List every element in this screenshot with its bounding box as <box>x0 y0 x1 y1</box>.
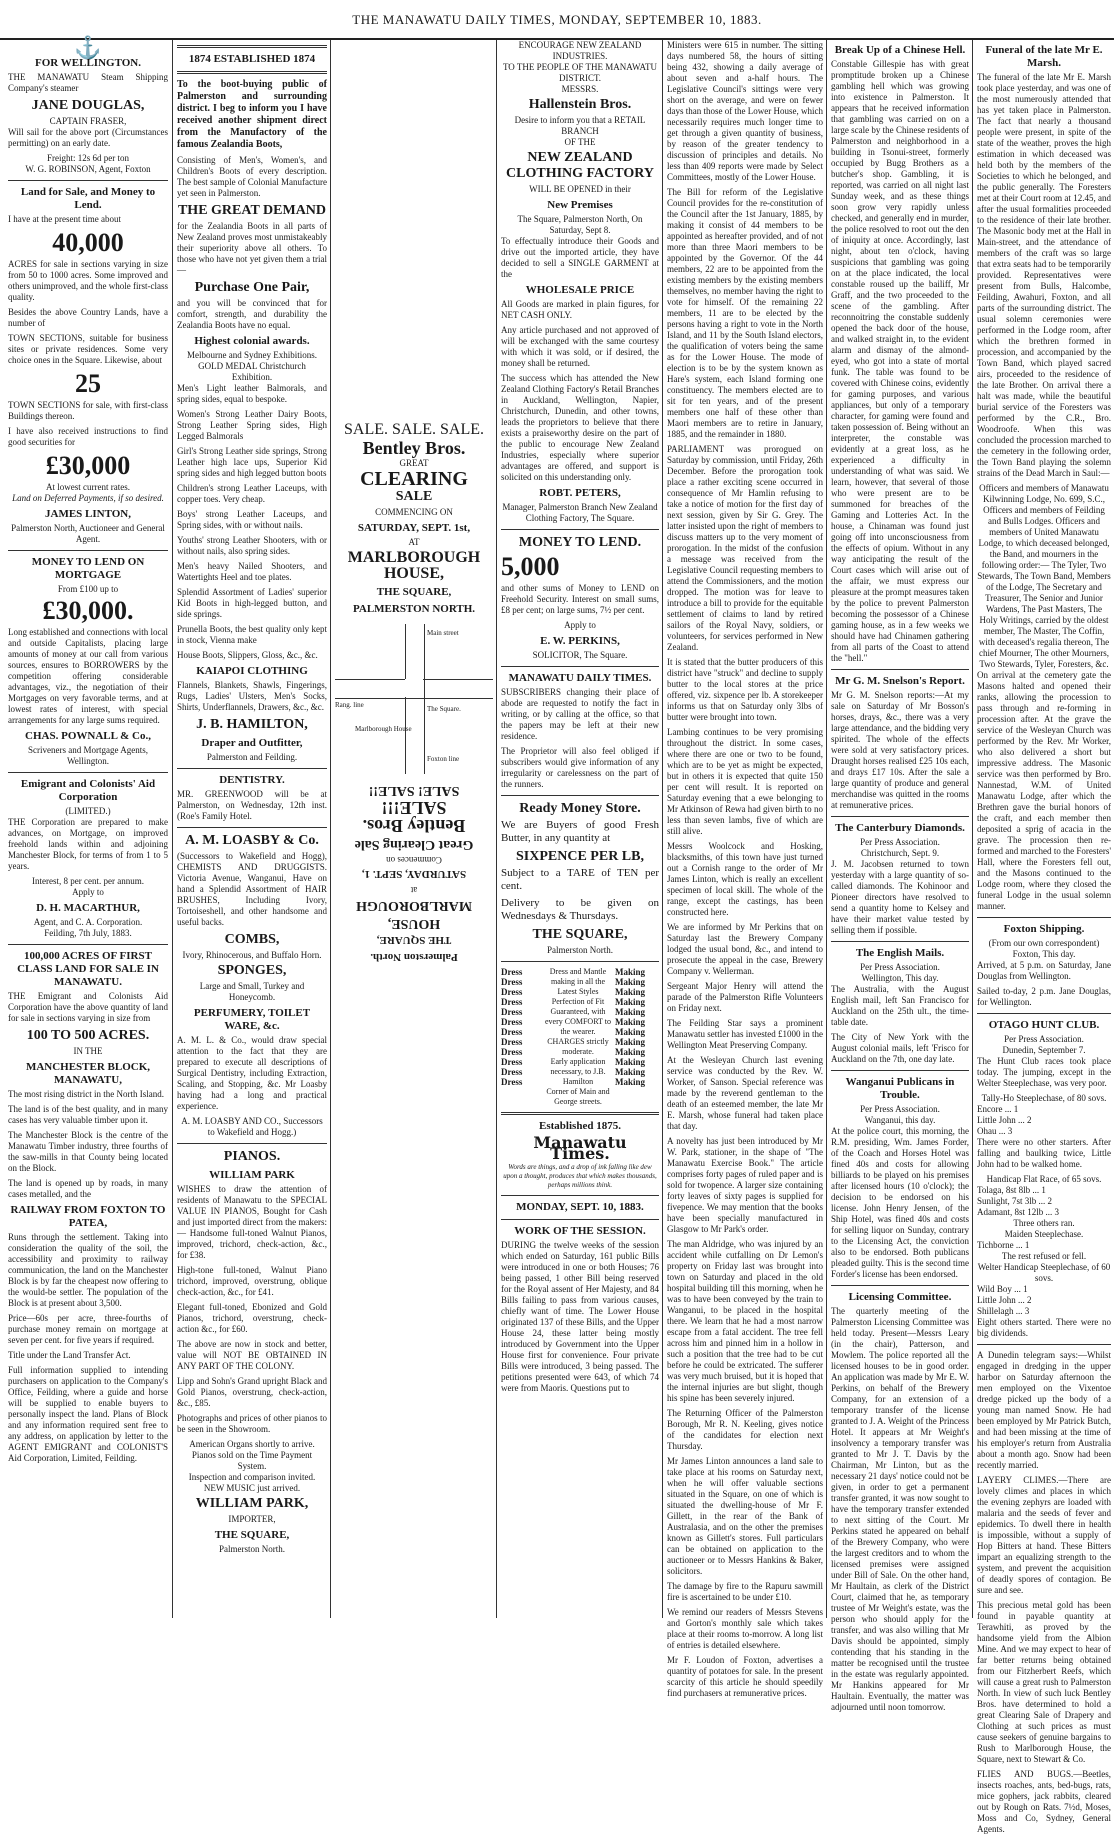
diamonds-heading: The Canterbury Diamonds. <box>835 822 965 834</box>
prunella: Prunella Boots, the best quality only kept in stock, Vienna make <box>177 624 327 645</box>
race-result: Ohau ... 3 <box>977 1126 1013 1136</box>
loasby-sub: (Successors to Wakefield and Hogg), CHEMISTS AND DRUGGISTS. Victoria Avenue, Wanganui, Have on hand a Splendid Assortment of HAIR BRUSHES, Including Ivory, Tortoiseshell, and other handsome and useful backs. <box>177 851 327 927</box>
ship-freight: Freight: 12s 6d per ton <box>47 153 129 163</box>
railway-text: Runs through the settlement. Taking into consideration the quality of the soil, the accessibility and proximity to railway communication, the land on the Manchester Block is by far the cheapest now offering to the would-be settler. The population of the Block is at present about 3,500. <box>8 1232 168 1308</box>
refused: The rest refused or fell. <box>1001 1251 1087 1261</box>
railway-head: RAILWAY FROM FOXTON TO PATEA, <box>10 1204 166 1229</box>
snelson-heading: Mr G. M. Snelson's Report. <box>835 675 965 687</box>
dentistry: DENTISTRY. <box>219 774 285 786</box>
lipp: Lipp and Sohn's Grand upright Black and Gold Pianos, overstrung, check-action, &c., £85. <box>177 1376 327 1408</box>
three-ran: Three others ran. <box>1013 1218 1075 1228</box>
dunedin-telegram: A Dunedin telegram says:—Whilst engaged in dredging in the upper harbor on Saturday afternoon the men employed on the Vixentoe dredge picked up the body of a young man named Snow. He had been employed by Mr Patrick Butch, and had been missing at the time of his employer's return from Australia about a month ago. Snow had been recently married. <box>977 1350 1111 1470</box>
feilding-date: Feilding, 7th July, 1883. <box>44 928 132 938</box>
consisting: Consisting of Men's, Women's, and Children's Boots of every description. The best sample of Colonial Manufacture yet seen in Palmerston. <box>177 155 327 198</box>
music: NEW MUSIC just arrived. <box>203 1483 301 1493</box>
emigrant-limited: (LIMITED.) <box>65 806 111 816</box>
emigrant-2: THE Emigrant and Colonists Aid Corporation have the above quantity of land for sale in sections varying in size from <box>8 991 168 1023</box>
making-word: Making <box>615 987 646 997</box>
money-heading: MONEY TO LEND. <box>518 535 642 550</box>
peters: ROBT. PETERS, <box>539 487 621 499</box>
race-result: Little John ... 2 <box>977 1115 1032 1125</box>
combs: COMBS, <box>224 932 280 947</box>
manchester-block: The Manchester Block is the centre of the Manawatu Timber industry, three fourths of the saw-mills in that County being located on the Block. <box>8 1130 168 1173</box>
diamonds-text: J. M. Jacobsen returned to town yesterday with a large quantity of so-called diamonds. The Kohinoor and Pioneer directors have resolved to send a quantity home to Kelsey and have their market value tested by selling them if possible. <box>831 859 969 935</box>
ready-money: Ready Money Store. <box>519 801 641 816</box>
clearing: CLEARING <box>360 468 468 490</box>
town-sections: TOWN SECTIONS, suitable for business sites or private residences. Some very choice ones in the Square. Likewise, about <box>8 333 168 365</box>
payment: Pianos sold on the Time Payment System. <box>191 1450 313 1471</box>
foxton-heading: Foxton Shipping. <box>1003 923 1085 935</box>
making-word: Making <box>615 1067 646 1077</box>
youths: Youths' strong Leather Shooters, with or without nails, also spring sides. <box>177 535 327 556</box>
mails-text-2: The City of New York with the August colonial mails, left 'Frisco for Auckland on the 7th, one day late. <box>831 1032 969 1064</box>
hamilton-place: Palmerston and Feilding. <box>206 752 298 762</box>
making-word: Making <box>615 1057 646 1067</box>
col5-p12: The man Aldridge, who was injured by an accident while cutfalling on Dr Lemon's property on Friday last was brought into town on Saturday and placed in the old hospital building till this morning, when he was to have been conveyed by the train to Wanganui, to be placed in the hospital there. We learn that he had a most narrow escape from a fatal accident. The tree fell across him and pinned him in a hollow in such a position that the tree had to be cut before he could be extricated. The sufferer was very much bruised, but it is hoped that the internal injuries are but slight, though his spine has been severely injured. <box>667 1239 823 1403</box>
sixpence: SIXPENCE PER LB, <box>516 849 644 864</box>
mails-heading: The English Mails. <box>855 947 945 959</box>
times-heading: MANAWATU DAILY TIMES. <box>508 672 652 684</box>
map-main-label: Main street <box>427 629 459 637</box>
dress-right <box>615 967 659 1107</box>
race-result: Shillelagh ... 3 <box>977 1306 1030 1316</box>
rot-square: THE SQUARE, <box>376 934 452 946</box>
col5-p2: The Bill for reform of the Legislative Council provides for the re-constitution of the Council after the 1st January, 1885, by making it consist of 44 members to be appointed as hereafter provided, and of not more than three Maori members to be appointed by the Governor. Of the 44 members, 22 are to be appointed from the existing members by the existing members themselves, no member having the right to vote for himself. Of the remaining 22 members, 11 are to be elected by the persons having a right to vote in the North Island, and 11 by the South Island electors, the qualification of voters being the same as for the Lower House. The mode of election is to be by the system known as Hare's system, each Island forming one constituency. The members elected are to sit for ten years, and of the present members one half of these other than Maori members are to retire in January, 1885, and the remainder in 1880. <box>667 187 823 439</box>
commencing: COMMENCING ON <box>375 507 453 517</box>
awards: Highest colonial awards. <box>194 335 310 347</box>
edition-date: MONDAY, SEPT. 10, 1883. <box>516 1201 644 1213</box>
linton-sub: Palmerston North, Auctioneer and General Agent. <box>11 523 165 544</box>
race-result: Wild Boy ... 1 <box>977 1284 1028 1294</box>
dress-mid-3: CHARGES strictly moderate. <box>547 1037 609 1056</box>
peters-sub: Manager, Palmerston Branch New Zealand Clothing Factory, The Square. <box>502 502 658 523</box>
making-word: Making <box>615 1017 646 1027</box>
session-heading: WORK OF THE SESSION. <box>514 1225 646 1237</box>
publicans-heading: Wanganui Publicans in Trouble. <box>845 1076 955 1101</box>
otago-text: The Hunt Club races took place today. The jumping, except in the Welter Steeplechase, was very poor. <box>977 1056 1111 1088</box>
premises-place: The Square, Palmerston North, On Saturday, Sept 8. <box>517 214 643 235</box>
dress-word: Dress <box>501 1017 523 1027</box>
col5-p10: At the Wesleyan Church last evening service was conducted by the Rev. W. Worker, of Sanson. Special reference was made by the reverend gentleman to the death of an esteemed member, the late Mr E. Marsh, whose funeral had taken place that day. <box>667 1055 823 1131</box>
land-intro: I have at the present time about <box>8 214 121 224</box>
sale-heading: SALE. SALE. SALE. <box>344 421 484 438</box>
gold-metal: This precious metal gold has been found in payable quantity at Terawhiti, as proved by the handsome yield from the Albion Mine. And we may expect to hear of far better returns being obtained from our Fitzherbert Reefs, which will cause a great rush to Palmerston North. In view of such luck Bentley Bros. have determined to hold a great Clearing Sale of Drapery and Clothing at such prices as must cause seekers of genuine bargains to Rush to Marlborough House, the Square, next to Stewart & Co. <box>977 1600 1111 1764</box>
perfumery: PERFUMERY, TOILET WARE, &c. <box>193 1007 311 1032</box>
funeral-text: The funeral of the late Mr E. Marsh took place yesterday, and was one of the most numerously attended that has yet taken place in Palmerston. The fact that nearly a thousand people were present, in spite of the state of the weather, proves the high estimation in which deceased was held both by the members of the Societies to which he belonged, and the public generally. The Foresters met at their Court room at 12.45, and after the usual formalities proceeded to the residence of their late brother. The Masonic body met at the Hall in Main-street, and the attendance of members of the craft was so large that extra seats had to be temporarily provided. Representatives were present from Bulls, Halcombe, Feilding, Awahuri, Foxton, and all parts of the surrounding district. The usual solemn ceremonies were performed in the Lodge room, after which the brethren formed in procession, and accompanied by the Town Band, which played sacred airs, proceeded to the residence of the late Brother. On arrival there a halt was made, while the beautiful burial service of the Foresters was performed by the C.R., Bro. Woodroofe. When this was concluded the procession marched to the cemetery in the following order, the Town Band playing the solemn strains of the Dead March in Saul:— <box>977 72 1111 478</box>
column-2 <box>172 40 331 1618</box>
dress-word: Dress <box>501 1037 523 1047</box>
town-25: TOWN SECTIONS for sale, with first-class Buildings thereon. <box>8 400 168 421</box>
manchester: MANCHESTER BLOCK, MANAWATU, <box>25 1061 151 1086</box>
column-4 <box>496 40 663 1618</box>
marlborough: MARLBOROUGH HOUSE, <box>347 549 481 582</box>
people: TO THE PEOPLE OF THE MANAWATU DISTRICT. <box>502 62 658 83</box>
dress-word: Dress <box>501 987 523 997</box>
railway: The land is opened up by roads, in many cases metalled, and the <box>8 1178 168 1199</box>
land-besides: Besides the above Country Lands, have a number of <box>8 307 168 328</box>
rot-at: at <box>410 885 418 895</box>
making-word: Making <box>615 977 646 987</box>
masthead-title: THE MANAWATU DAILY TIMES, MONDAY, SEPTEMBER 10, 1883. <box>352 12 762 27</box>
desire: Desire to inform you that a RETAIL BRANCH <box>514 115 646 136</box>
motto: Words are things, and a drop of ink falling like dew upon a thought, produces that which makes thousands, perhaps millions think. <box>503 1163 657 1189</box>
in-the: IN THE <box>73 1046 103 1056</box>
tare: Subject to a TARE of TEN per cent. <box>501 867 659 892</box>
combs-text: Ivory, Rhinocerous, and Buffalo Horn. <box>182 950 322 960</box>
hamilton-sub: Draper and Outfitter, <box>201 737 303 749</box>
otago-pa: Per Press Association. <box>1004 1034 1084 1044</box>
dress-word: Dress <box>501 967 523 977</box>
inspection: Inspection and comparison invited. <box>188 1472 316 1482</box>
column-6 <box>826 40 973 1712</box>
rot-commences: Commences on <box>386 855 442 865</box>
col5-p13: The Returning Officer of the Palmerston Borough, Mr R. N. Keeling, gives notice of the candidates for election next Thursday. <box>667 1408 823 1451</box>
acres-range: 100 TO 500 ACRES. <box>26 1028 150 1043</box>
foxton-text-2: Sailed to-day, 2 p.m. Jane Douglas, for Wellington. <box>977 986 1111 1007</box>
newspaper-page <box>4 35 1111 1834</box>
childrens: Children's strong Leather Laceups, with copper toes. Very cheap. <box>177 483 327 504</box>
fox-date: Foxton, This day. <box>1012 949 1076 959</box>
session-text: DURING the twelve weeks of the session which ended on Saturday, 161 public Bills were introduced in one or both Houses; 76 being passed, 1 other Bill being reserved for the Royal assent of Her Majesty, and 84 Bills failing to pass from various causes, chiefly want of time. The Lower House originated 137 of these Bills, and the Upper House 24, these latter being mostly introduced by Government into the Upper House first for convenience. Four private Bills were introduced, 3 being passed. The petitions presented were 643, of which 74 were from Maoris. Questions put to <box>501 1240 659 1393</box>
of-the: OF THE <box>564 137 596 147</box>
rot-bentley: Bentley Bros. <box>362 816 466 836</box>
dress-word: Dress <box>501 1067 523 1077</box>
mens: Men's Light leather Balmorals, and spring sides, equal to bespoke. <box>177 383 327 404</box>
wel-date: Wellington, This day. <box>861 973 939 983</box>
interest: Interest, 8 per cent. per annum. <box>32 876 144 886</box>
importer: IMPORTER, <box>228 1514 276 1524</box>
palmerston: PALMERSTON NORTH. <box>352 603 476 615</box>
goods: All Goods are marked in plain figures, for NET CASH ONLY. <box>501 299 659 320</box>
wan-date: Wanganui, this day. <box>864 1115 936 1125</box>
col5-p3: PARLIAMENT was prorogued on Saturday by commission, until Friday, 26th December. Before the prorogation took place a rather exciting scene occurred in consequence of Mr Hamlin refusing to take a notice of motion for the first day of next session, given by Sir G. Grey. The latter insisted upon the right of members to discuss matters up to the very moment of prorogation. In the midst of the confusion a message was received from the Legislative Council requesting members to attend the Commissioners, and the motion dropped. The motion was for leave to introduce a bill to provide for the equitable settlement of claims to land by retired sailors of the Royal Navy, soldiers, or volunteers, for services performed in New Zealand. <box>667 444 823 652</box>
money-amount: 5,000 <box>501 552 560 581</box>
making-word: Making <box>615 1037 646 1047</box>
otago-heading: OTAGO HUNT CLUB. <box>988 1019 1100 1031</box>
pa-3: Per Press Association. <box>860 1104 940 1114</box>
great: GREAT <box>399 458 429 468</box>
race-result: Tichborne ... 1 <box>977 1240 1030 1250</box>
tally: Tally-Ho Steeplechase, of 80 sovs. <box>981 1093 1107 1103</box>
mails-text-1: The Australia, with the August English mail, left San Francisco for Auckland on the 25th ult., the time-table date. <box>831 984 969 1027</box>
macarthur-name: D. H. MACARTHUR, <box>36 902 140 914</box>
subscribers: SUBSCRIBERS changing their place of abode are requested to notify the fact in writing, or by calling at the office, so that the papers may be left at their new residence. <box>501 687 659 741</box>
col5-p5: Lambing continues to be very promising throughout the district. In some cases, where there are one or two to be found, which are to be yet as might be expected, but in others it is expected that quite 150 per cent will result. It is reported on Saturday evening that a ewe belonging to Mr Atkinson of Rewa had given birth to no less than seven lambs, five of which are still alive. <box>667 727 823 836</box>
bentley: Bentley Bros. <box>362 438 466 458</box>
making-word: Making <box>615 967 646 977</box>
land-heading: Land for Sale, and Money to Lend. <box>20 186 156 211</box>
manchester-text: The most rising district in the North Island. <box>8 1089 164 1099</box>
park-text: WISHES to draw the attention of residents of Manawatu to the SPECIAL VALUE IN PIANOS, Bought for Cash and just imported direct from the makers: — Handsome full-toned Walnut Pianos, improved, trichord, check-action, &c., for £38. <box>177 1184 327 1260</box>
ship-name: JANE DOUGLAS, <box>31 98 145 113</box>
highsome: High-tone full-toned, Walnut Piano trichord, improved, overstrung, oblique check-action, &c., for £41. <box>177 1265 327 1297</box>
dun-date: Dunedin, September 7. <box>1002 1045 1086 1055</box>
premises: New Premises <box>547 199 613 211</box>
col5-p16: We remind our readers of Messrs Stevens and Gorton's monthly sale which takes place at their rooms to-morrow. A long list of entries is detailed elsewhere. <box>667 1607 823 1650</box>
col5-p15: The damage by fire to the Rapuru sawmill fire is ascertained to be under £10. <box>667 1581 823 1602</box>
girls: Girl's Strong Leather side springs, Strong Leather high lace ups, Superior Kid spring sides and high legged button boots <box>177 446 327 478</box>
apply: Apply to <box>72 887 104 897</box>
splendid: Splendid Assortment of Ladies' superior Kid Boots in high-legged button, and side springs. <box>177 587 327 619</box>
chinese-hell-heading: Break Up of a Chinese Hell. <box>834 44 966 56</box>
perkins-sub: SOLICITOR, The Square. <box>532 650 628 660</box>
dress-word: Dress <box>501 1077 523 1087</box>
demand-text: for the Zealandia Boots in all parts of New Zealand proves most unmistakeably their superiority above all others. To those who have not yet given them a trial— <box>177 221 327 275</box>
mortgage-heading: MONEY TO LEND ON MORTGAGE <box>31 556 145 581</box>
emigrant-heading: Emigrant and Colonists' Aid Corporation <box>20 778 156 803</box>
dress-left <box>501 967 541 1107</box>
rot-sale-2: SALE! SALE!! <box>368 783 460 798</box>
pownall-sub: Scriveners and Mortgage Agents, Wellington. <box>28 745 148 766</box>
stock: The above are now in stock and better, value will NOT BE OBTAINED IN ANY PART OF THE COLONY. <box>177 1339 327 1371</box>
map-marl-label: Marlborough House <box>355 725 412 733</box>
ship-agent: W. G. ROBINSON, Agent, Foxton <box>25 164 151 174</box>
handicap: Handicap Flat Race, of 65 sovs. <box>986 1174 1102 1184</box>
price-text: Price—60s per acre, three-fourths of purchase money remain on mortgage at seven per cent. for five years if required. <box>8 1313 168 1345</box>
rot-marl: MARLBOROUGH <box>356 898 472 913</box>
acres-heading: 100,000 ACRES OF FIRST CLASS LAND FOR SALE IN MANAWATU. <box>17 950 159 988</box>
land-acres: 40,000 <box>52 228 124 257</box>
column-3 <box>330 40 497 1618</box>
col5-p9: The Feilding Star says a prominent Manawatu settler has invested £1000 in the Wellington Meat Preserving Company. <box>667 1018 823 1050</box>
dress-word: Dress <box>501 1057 523 1067</box>
manawatu-times-masthead: Manawatu Times. <box>533 1133 627 1163</box>
mortgage-text: Long established and connections with local and outside Capitalists, placing large amounts of money at our call from various sources, ensures to BORROWERS by the competition offering considerable advantages, viz., the negotiation of their Mortgages on very favorable terms, and at lowest rates of interest, with special arrangements for any large sums required. <box>8 627 168 725</box>
map-square-label: The Square. <box>427 705 461 713</box>
lovely-climes: LAYERY CLIMES.—There are lovely climes and places in which the evening zephyrs are loaded with malaria and the seeds of fever and epidemics. To dwell there in health is impossible, without a supply of Hop Bitters at hand. These Bitters impart an equalizing strength to the system, and prevent the acquisition of deadly spores of contagion. Be sure and see. <box>977 1475 1111 1595</box>
col5-p14: Mr James Linton announces a land sale to take place at his rooms on Saturday next, when he will offer valuable sections situated in the Square, on one of which is situated the dwelling-house of Mr F. Gillett, in the rear of the Bank of Australasia, and on the other the premises known as Gillett's stores. Full particulars can be obtained on application to the auctioneer or to Messrs Hankins & Baker, solicitors. <box>667 1456 823 1576</box>
money-apply: Apply to <box>564 620 596 630</box>
column-1 <box>4 35 172 1618</box>
race-result: Little John ... 2 <box>977 1295 1032 1305</box>
opened: WILL BE OPENED in their <box>529 184 631 194</box>
trust-text: I have also received instructions to find good securities for <box>8 426 168 447</box>
park-big: WILLIAM PARK, <box>195 1496 309 1511</box>
rot-sale: SALE!!! <box>381 798 447 818</box>
full-info: Full information supplied to intending purchasers on application to the Company's Office, Feilding, where a guide and horse will be supplied to enable buyers to personally inspect the land. Plans of Block and any information required sent free to any address, on application by letter to the AGENT EMIGRANT and COLONIST'S Aid Corporation, Limited, Feilding. <box>8 1365 168 1463</box>
at: AT <box>408 537 420 547</box>
num-25: 25 <box>75 369 101 398</box>
pa-1: Per Press Association. <box>860 837 940 847</box>
snelson-text: Mr G. M. Snelson reports:—At my sale on Saturday of Mr Bosson's horses, drays, &c., there was a very large attendance, and the bidding very spirited. The whole of the effects were sold at very satisfactory prices. Draught horses realised £25 10s each, and drays £17 10s. After the sale a large quantity of produce and general merchandise was quitted in the rooms at remunerative prices. <box>831 690 969 810</box>
map-rang-label: Rang. line <box>335 701 364 709</box>
ch-date: Christchurch, Sept. 9. <box>860 848 940 858</box>
kaiapoi: KAIAPOI CLOTHING <box>196 665 308 677</box>
house-boots: House Boots, Slippers, Gloss, &c., &c. <box>177 650 318 660</box>
dress-mid-2: Perfection of Fit Guaranteed, with every COMFORT to the wearer. <box>544 997 612 1036</box>
col5-p4: It is stated that the butter producers of this district have "struck" and decline to supply butter to the local stores at the price offered, viz. sixpence per lb. A storekeeper informs us that on Saturday only 3lbs of butter were brought into town. <box>667 657 823 722</box>
hallenstein: Hallenstein Bros. <box>528 97 632 112</box>
ship-heading: FOR WELLINGTON. <box>35 57 141 69</box>
publicans-text: At the police court, this morning, the R.M. presiding, Wm. James Forder, of the Coach and Horses Hotel was fined 40s and costs for allowing billiards to be played on his premises after licensed hours (10 o'clock); the decision to be endorsed on his license. John Henry Jensen, of the Ship Hotel, was fined 40s and costs for selling liquor on Sunday, contrary to the Licensing Act, the conviction also to be endorsed. Both publicans pleaded guilty. This is the second time Forder's license has been endorsed. <box>831 1126 969 1279</box>
perkins: E. W. PERKINS, <box>540 635 620 647</box>
ship-sail: Will sail for the above port (Circumstances permitting) on an early date. <box>8 127 168 148</box>
welter: Welter Handicap Steeplechase, of 60 sovs. <box>977 1262 1111 1283</box>
funeral-order: Officers and members of Manawatu Kilwinning Lodge, No. 699, S.C., Officers and members of Feilding and Bulls Lodges. Officers and members of United Manawatu Lodge, to which deceased belonged, the Band, and mourners in the following order:— The Tyler, Two Stewards, The Town Band, Members of the Lodge, The Secretary and Treasurer, The Senior and Junior Wardens, The Past Masters, The Holy Writings, carried by the oldest member, The Master, The Coffin, with deceased's regalia thereon, The chief Mourner, The other Mourners, Two Stewards, Tyler, Foresters, &c. <box>977 483 1111 669</box>
macarthur-sub: Agent, and C. A. Corporation. <box>33 917 143 927</box>
boys: Boys' strong Leather Laceups, and Spring sides, with or without nails. <box>177 509 327 530</box>
effect: To effectually introduce their Goods and drive out the imported article, they have decided to sell a SINGLE GARMENT at the <box>501 236 659 279</box>
dress-word: Dress <box>501 997 523 1007</box>
photos: Photographs and prices of other pianos to be seen in the Showroom. <box>177 1413 327 1434</box>
land-acres-text: ACRES for sale in sections varying in size from 50 to 1000 acres. Some improved and others unimproved, and the whole first-class quality. <box>8 259 168 302</box>
wholesale: WHOLESALE PRICE <box>525 284 635 296</box>
sponges: SPONGES, <box>217 963 287 978</box>
kaiapoi-text: Flannels, Blankets, Shawls, Fingerings, Rugs, Ladies' Ulsters, Men's Socks, Shirts, Underflannels, Drawers, &c., &c. <box>177 680 327 712</box>
dress-mid-5: Corner of Main and George streets. <box>546 1087 610 1106</box>
ship-text: THE MANAWATU Steam Shipping Company's steamer <box>8 72 168 93</box>
mortgage-from: From £100 up to <box>57 584 119 594</box>
proprietor: The Proprietor will also feel obliged if subscribers would give information of any irregularity or carelessness on the part of the runners. <box>501 746 659 789</box>
steamship-icon: ⚓ <box>74 35 102 60</box>
success: The success which has attended the New Zealand Clothing Factory's Retail Branches in Auckland, Wellington, Napier, Christchurch, Dunedin, and other towns, leads the proprietors to believe that there exists a praiseworthy desire on the part of the public to encourage New Zealand Industries, especially where superior advantages are offered, and support is solicited on this understanding only. <box>501 373 659 482</box>
making-word: Making <box>615 1027 646 1037</box>
encourage: ENCOURAGE NEW ZEALAND INDUSTRIES. <box>518 40 642 61</box>
elegant: Elegant full-toned, Ebonized and Gold Pianos, trichord, overstrung, check-action &c., for £60. <box>177 1302 327 1334</box>
dress-word: Dress <box>501 1007 523 1017</box>
page-masthead <box>0 0 1114 40</box>
pianos: PIANOS. <box>223 1149 281 1164</box>
emigrant-text: THE Corporation are prepared to make advances, on Mortgage, on improved freehold lands within and adjoining Manchester Block, for terms of from 1 to 5 years. <box>8 817 168 871</box>
licensing-text: The quarterly meeting of the Palmerston Licensing Committee was held today. Present—Messrs Leary (in the chair), Patterson, and Mowlem. The police reported all the licensed houses to be in good order. An application was made by Mr E. W. Perkins, on behalf of the Brewery Company, for an extension of a temporary transfer of the license granted to J. A. Weight of the Princess Hotel. It appears at Mr Weight's insolvency a temporary transfer was granted to Mr J. T. Davis by the Chairman, Mr Linton, but as the necessary 21 days' notice could not be given, in order to get a permanent transfer granted, it was now sought to have the temporary transfer extended to next sitting of the Court. Mr Perkins stated he appeared on behalf of the Brewery Company, who were the largest creditors and to whom the licensed premises were assigned under Bill of Sale. On the other hand, Mr Haultain, as clerk of the District Court, claimed that he, as temporary trustee of Mr Weight's estate, was the person who should apply for the transfer, and was also willing that Mr Davis should be appointed, simply contending that his standing in the matter be recognised until the trustee in the estate was regularly appointed. Mr Hankins appeared for Mr Haultain. Eventually, the matter was adjourned until noon tomorrow. <box>831 1306 969 1712</box>
nzcf: NEW ZEALAND CLOTHING FACTORY <box>506 150 654 181</box>
rot-clearing: Great Clearing Sale <box>354 837 474 852</box>
organs: American Organs shortly to arrive. <box>189 1439 315 1449</box>
dress-making-advert <box>501 967 659 1107</box>
purchase: Purchase One Pair, <box>194 280 310 295</box>
rot-house: HOUSE, <box>387 916 441 931</box>
rot-date: SATURDAY, SEPT. 1, <box>361 868 467 880</box>
greenwood: MR. GREENWOOD will be at Palmerston, on Wednesday, 12th inst. (Roe's Family Hotel. <box>177 789 327 821</box>
deferred: Land on Deferred Payments, if so desired. <box>12 493 164 503</box>
column-5 <box>662 40 827 1698</box>
est-1874: 1874 ESTABLISHED 1874 <box>188 53 316 65</box>
corr: (From our own correspondent) <box>988 938 1100 948</box>
loasby-sig: A. M. LOASBY AND CO., Successors to Wakefield and Hogg.) <box>181 1116 323 1137</box>
dress-mid-4: Early application necessary, to J.B. Hamilton <box>550 1057 606 1086</box>
delivery: Delivery to be given on Wednesdays & Thursdays. <box>501 897 659 922</box>
rot-palm: Palmerston North. <box>370 951 458 963</box>
rates: At lowest current rates. <box>46 482 130 492</box>
race-result: Encore ... 1 <box>977 1104 1019 1114</box>
rotated-advert <box>335 782 493 963</box>
sq-sub: Palmerston North. <box>547 945 613 955</box>
column-7 <box>972 40 1115 1834</box>
otago-text-2: There were no other starters. After falling and baulking twice, Little John had to be walked home. <box>977 1137 1111 1169</box>
col5-p8: Sergeant Major Henry will attend the parade of the Palmerston Rifle Volunteers on Friday next. <box>667 981 823 1013</box>
money-text: and other sums of Money to LEND on Freehold Security. Interest on small sums, £8 per cent; on large sums, 7½ per cent. <box>501 583 659 615</box>
dress-middle <box>541 967 615 1107</box>
col5-p7: We are informed by Mr Perkins that on Saturday last the Brewery Company lodged the usual bond, &c., and intend to prosecute the appeal in the case, Brewery Company v. Wellerman. <box>667 922 823 976</box>
park: WILLIAM PARK <box>209 1169 295 1181</box>
licensing-heading: Licensing Committee. <box>848 1291 952 1303</box>
race-result: Sunlight, 7st 3lb ... 2 <box>977 1196 1053 1206</box>
loasby: A. M. LOASBY & Co. <box>185 833 319 848</box>
foxton-text-1: Arrived, at 5 p.m. on Saturday, Jane Douglas from Wellington. <box>977 960 1111 981</box>
exhib: Melbourne and Sydney Exhibitions. <box>187 350 317 360</box>
dress-word: Dress <box>501 1027 523 1037</box>
street-map <box>335 624 493 774</box>
pounds-amount: £30,000 <box>45 451 131 480</box>
sale-date: SATURDAY, SEPT. 1st, <box>357 522 471 534</box>
race-result: Adamant, 8st 12lb ... 3 <box>977 1207 1059 1217</box>
sq-heading: THE SQUARE, <box>532 927 628 942</box>
dress-word: Dress <box>501 1047 523 1057</box>
park-square: THE SQUARE, <box>214 1529 290 1541</box>
sponges-text: Large and Small, Turkey and Honeycomb. <box>199 981 305 1002</box>
mens-heavy: Men's heavy Nailed Shooters, and Watertights Heel and toe plates. <box>177 561 327 582</box>
sale-2: SALE <box>395 489 433 504</box>
land-quality: The land is of the best quality, and in many cases has very valuable timber upon it. <box>8 1104 168 1125</box>
pownall-name: CHAS. POWNALL & Co., <box>25 730 151 742</box>
maiden: Maiden Steeplechase. <box>1004 1229 1084 1239</box>
making-word: Making <box>615 997 646 1007</box>
making-word: Making <box>615 1007 646 1017</box>
purchase-text: and you will be convinced that for comfort, strength, and durability the Zealandia Boots have no equal. <box>177 298 327 330</box>
butter: We are Buyers of good Fresh Butter, in any quantity at <box>501 819 659 844</box>
pa-2: Per Press Association. <box>860 962 940 972</box>
flies-bugs: FLIES AND BUGS.—Beetles, insects roaches, ants, bed-bugs, rats, mice gophers, jack rabbits, cleared out by Rough on Rats. 7½d, Moses, Moss and Co, Sydney, General Agents. <box>977 1769 1111 1834</box>
hamilton: J. B. HAMILTON, <box>196 717 308 732</box>
article: Any article purchased and not approved of will be exchanged with the same courtesy with which it was sold, or if desired, the money shall be returned. <box>501 325 659 368</box>
map-foxton-label: Foxton line <box>427 755 460 763</box>
demand: THE GREAT DEMAND <box>177 203 327 218</box>
title-text: Title under the Land Transfer Act. <box>8 1350 131 1360</box>
boot-head: To the boot-buying public of Palmerston and surrounding district. I beg to inform you I have received another shipment direct from the Manufactory of the famous Zealandia Boots, <box>177 79 327 150</box>
womens: Women's Strong Leather Dairy Boots, Strong Leather Spring sides, High Legged Balmorals <box>177 409 327 441</box>
est-1875: Established 1875. <box>539 1120 621 1132</box>
col5-p6: Messrs Woolcock and Hosking, blacksmiths, of this town have just turned out a Cornish range to the order of Mr James Linton, which is really an excellent specimen of local skill. The whole of the range, except the castings, has been constructed here. <box>667 841 823 917</box>
eight-started: Eight others started. There were no big dividends. <box>977 1317 1111 1338</box>
messrs: MESSRS. <box>561 84 599 94</box>
ship-captain: CAPTAIN FRASER, <box>49 116 127 126</box>
funeral-heading: Funeral of the late Mr E. Marsh. <box>985 44 1103 69</box>
race-result: Tolaga, 8st 8lb ... 1 <box>977 1185 1046 1195</box>
making-word: Making <box>615 1077 646 1087</box>
col5-p11: A novelty has just been introduced by Mr W. Park, stationer, in the shape of "The Manawatu Exercise Book." The article comprises forty pages of ruled paper and is sold for twopence. A larger size containing forty leaves of sixty pages is supplied for fivepence. We may mention that the books have been specially manufactured in Glasgow to Mr Park's order. <box>667 1136 823 1234</box>
linton-name: JAMES LINTON, <box>45 508 131 520</box>
mortgage-amount: £30,000. <box>42 596 134 625</box>
chinese-hell-text: Constable Gillespie has with great promptitude broken up a Chinese gambling hell which was growing into existence in Palmerston. It appears that he received information that gambling was carried on on a large scale by the Chinese residents of Palmerston and neighborhood in a building in Tsonui-street, formerly occupied by Bugg Brothers as a butcher's shop. Gambling, it is reported, was carried on all night last Sunday week, and as these things soon grow very rapidly unless checked, and generally end in murder, the police resolved to root out the den of iniquity at once. Accordingly, last night, about ten o'clock, having suspicions that gambling was going on at the place indicated, the local constable roused up the bailiff, Mr Graff, and the two proceeded to the scene of the gambling. After reconnoitring the constable suddenly opened the back door of the house, and walked straight in, to the evident alarm and dismay of the almond-eyed, who got into a state of mortal funk. The table was found to be covered with Chinese coins, evidently for gaming purposes, and various appliances, but only of a temporary character, for gaming were found and taken possession of. Being without an interpreter, the constable was evidently at a great loss, as he experienced a difficulty in understanding of what was said. We learn, however, that several of those who were present are to be summoned for breaches of the Gaming and Lotteries Act. In the house, a Chinaman was found just going off into unconsciousness from the effects of opium. Without in any way anticipating the result of the Court cases which will arise out of the affair, we must express our pleasure at the prompt measures taken by the police to prevent Palmerston becoming the possessor of a Chinese gaming house, as in a few weeks we should have had Chinamen gathering from all parts of the Coast to attend the "hell." <box>831 59 969 663</box>
the-square: THE SQUARE, <box>376 586 452 598</box>
dress-mid-1: Dress and Mantle making in all the Latest Styles <box>549 967 607 996</box>
gold: GOLD MEDAL Christchurch Exhibition. <box>198 361 306 382</box>
funeral-text-2: On arrival at the cemetery gate the Masons halted and opened their ranks, allowing the procession to pass through and re-forming in procession after. At the grave the service of the Wesleyan Church was performed by the Rev. Mr Worker, who also delivered a short but impressive address. The Masonic service was then performed by Bro. Nannestad, W.M. of United Manawatu Lodge, after which the Brethren gave the burial honors of the craft, and each member then deposited a sprig of acacia in the grave. The procession then re-formed and marched to the Foresters' Hall, where the Foresters fell out, and the Masons continued to the Lodge room, where they closed the funeral Lodge in the usual solemn manner. <box>977 670 1111 911</box>
col5-p17: Mr F. Loudon of Foxton, advertises a quantity of potatoes for sale. In the present scarcity of this article he should speedily find purchasers at remunerative prices. <box>667 1655 823 1698</box>
col5-p1: Ministers were 615 in number. The sitting days numbered 58, the hours of sitting being 432, showing a daily average of about seven and a-half hours. The Legislative Council's sittings were very short on the average, and were on fewer days than those of the Lower House, which necessarily requires much longer time to get through a given quantity of business, by reason of the greater tendency to discussion of principles and details. No less than 409 reports were made by Select Committees, mostly of the Lower House. <box>667 40 823 182</box>
park-palm: Palmerston North. <box>219 1544 285 1554</box>
dress-word: Dress <box>501 977 523 987</box>
making-word: Making <box>615 1047 646 1057</box>
loasby-text: A. M. L. & Co., would draw special attention to the fact that they are prepared to execute all descriptions of Surgical Dentistry, including Extraction, Scaling, and Stopping, &c. Mr Loasby having had a long and practical experience. <box>177 1035 327 1111</box>
